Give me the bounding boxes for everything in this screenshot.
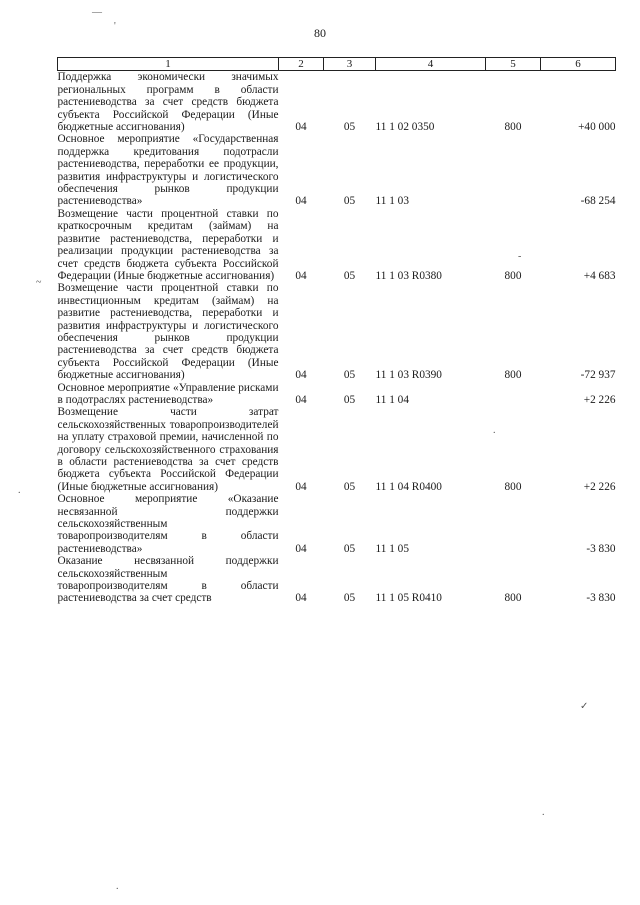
row-subsection: 05 — [343, 480, 356, 493]
row-target-code: 11 1 03 R0390 — [375, 369, 442, 382]
column-header: 6 — [541, 58, 616, 71]
table-row — [58, 406, 616, 493]
scan-mark: - — [518, 251, 522, 262]
row-amount: -3 830 — [586, 592, 616, 605]
table-row — [58, 382, 616, 407]
row-expense-type — [486, 382, 541, 407]
column-header: 4 — [376, 58, 486, 71]
row-section: 04 — [295, 592, 307, 605]
row-section: 04 — [295, 269, 307, 282]
scan-mark: ~ — [36, 277, 42, 288]
row-description: Поддержка экономически значимых региональных программ в области растениеводства за счет средств бюджета субъекта Российской Федерации (Иные бюджетные ассигнования) — [57, 71, 279, 134]
scan-mark: ✓ — [580, 701, 589, 712]
row-description: Возмещение части процентной ставки по инвестиционным кредитам (займам) на развитие растениеводства, переработки и развития инфраструктуры и логистического обеспечения рынков продукции растениеводства за счет средств бюджета субъекта Российской Федерации (Иные бюджетные ассигнования) — [57, 282, 279, 382]
row-amount: -72 937 — [580, 369, 616, 382]
row-section: 04 — [295, 393, 307, 406]
row-amount: +40 000 — [578, 121, 616, 134]
column-header: 2 — [279, 58, 324, 71]
scan-mark: ' — [114, 21, 116, 32]
row-target-code: 11 1 04 R0400 — [375, 480, 442, 493]
column-header: 1 — [58, 58, 279, 71]
row-description: Возмещение части процентной ставки по краткосрочным кредитам (займам) на развитие растениеводства, переработки и реализации продукции растениеводства за счет средств бюджета субъекта Российской Федерации (Иные бюджетные ассигнования) — [57, 207, 279, 282]
row-expense-type: 800 — [504, 121, 522, 134]
scan-mark: . — [116, 881, 119, 892]
row-target-code: 11 1 02 0350 — [375, 121, 435, 134]
row-description: Основное мероприятие «Оказание несвязанной поддержки сельскохозяйственным товаропроизводителям в области растениеводства» — [57, 493, 279, 555]
scan-mark: — — [92, 7, 102, 18]
row-description: Основное мероприятие «Управление рисками в подотраслях растениеводства» — [57, 381, 279, 406]
row-description: Возмещение части затрат сельскохозяйственных товаропроизводителей на уплату страховой премии, начисленной по договору сельскохозяйственного страхования в области растениеводства за счет средств бюджета субъекта Российской Федерации (Иные бюджетные ассигнования) — [57, 406, 279, 493]
table-row — [58, 71, 616, 134]
row-description: Оказание несвязанной поддержки сельскохозяйственным товаропроизводителям в области растениеводства за счет средств — [57, 555, 279, 605]
row-subsection: 05 — [343, 121, 356, 134]
row-subsection: 05 — [343, 592, 356, 605]
page-number: 80 — [314, 26, 326, 40]
row-expense-type — [486, 133, 541, 207]
row-target-code: 11 1 03 — [375, 195, 409, 208]
scan-mark: . — [18, 485, 21, 496]
row-target-code: 11 1 05 — [375, 542, 409, 555]
table-row — [58, 133, 616, 207]
row-subsection: 05 — [343, 393, 356, 406]
row-expense-type: 800 — [504, 269, 522, 282]
table-row — [58, 208, 616, 282]
scan-mark: . — [493, 425, 496, 436]
row-subsection: 05 — [343, 269, 356, 282]
row-section: 04 — [295, 542, 307, 555]
table-header-row — [58, 58, 616, 71]
row-amount: +2 226 — [583, 393, 616, 406]
row-expense-type: 800 — [504, 369, 522, 382]
budget-table — [57, 57, 616, 605]
row-target-code: 11 1 03 R0380 — [375, 269, 442, 282]
table-row — [58, 493, 616, 555]
row-subsection: 05 — [343, 369, 356, 382]
row-amount: -68 254 — [580, 195, 616, 208]
column-header: 5 — [486, 58, 541, 71]
column-header: 3 — [324, 58, 376, 71]
row-amount: -3 830 — [586, 542, 616, 555]
row-target-code: 11 1 05 R0410 — [375, 592, 442, 605]
row-expense-type — [486, 493, 541, 555]
row-expense-type: 800 — [504, 480, 522, 493]
row-section: 04 — [295, 195, 307, 208]
scan-mark: . — [542, 807, 545, 818]
row-target-code: 11 1 04 — [375, 393, 409, 406]
row-section: 04 — [295, 480, 307, 493]
row-description: Основное мероприятие «Государственная поддержка кредитования подотрасли растениеводства, переработки ее продукции, развития инфраструктуры и логистического обеспечения рынков продукции растениеводства» — [57, 133, 279, 208]
row-amount: +4 683 — [583, 269, 616, 282]
row-section: 04 — [295, 369, 307, 382]
table-row — [58, 555, 616, 605]
row-section: 04 — [295, 121, 307, 134]
row-amount: +2 226 — [583, 480, 616, 493]
table-row — [58, 282, 616, 381]
row-subsection: 05 — [343, 542, 356, 555]
row-expense-type: 800 — [504, 592, 522, 605]
row-subsection: 05 — [343, 195, 356, 208]
